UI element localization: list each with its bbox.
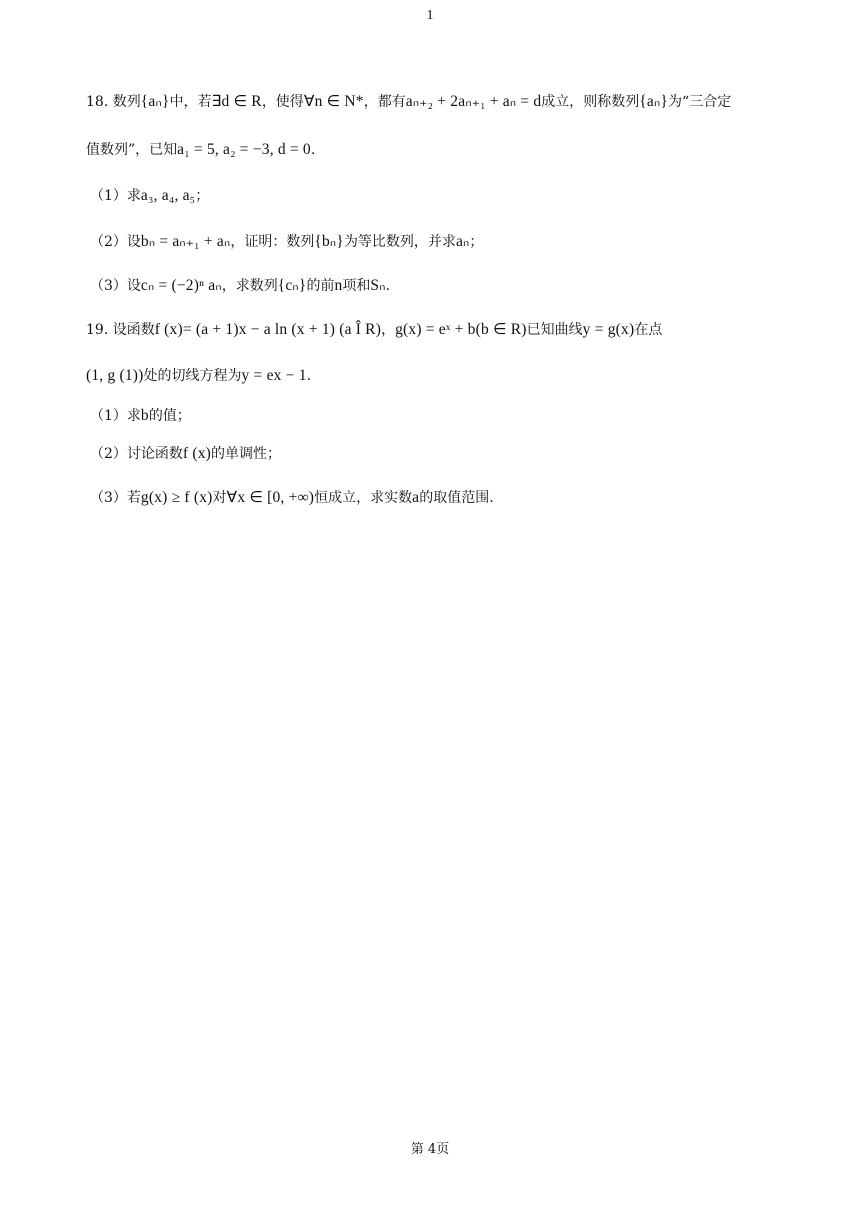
part-text: 为等比数列，并求 xyxy=(343,234,456,250)
q18-text: 值数列”，已知 xyxy=(86,142,178,158)
page-footer: 第 4页 xyxy=(410,1142,450,1157)
part-label: （3）若 xyxy=(90,490,141,506)
q19-text: 已知曲线 xyxy=(526,322,583,338)
q19-domain: ∀x ∈ [0, +∞) xyxy=(226,489,315,506)
part-label: （1）求 xyxy=(90,408,141,424)
question-18-line-2 xyxy=(86,138,315,162)
question-18-line-1 xyxy=(86,90,731,114)
q18-text: 成立，则称数列 xyxy=(541,94,640,110)
q18-bn-def: bₙ = aₙ₊₁ + aₙ xyxy=(140,233,231,250)
q19-point: (1, g (1)) xyxy=(86,367,144,384)
q18-forall-n: ∀n ∈ N* xyxy=(303,93,364,110)
question-18-part-2 xyxy=(90,230,483,254)
q19-g-def: g(x) = eˣ + b(b ∈ R) xyxy=(395,321,527,338)
part-label: （2）设 xyxy=(90,234,141,250)
q18-cn-def: cₙ = (−2)ⁿ aₙ xyxy=(140,277,222,294)
part-text: ，求数列 xyxy=(221,278,278,294)
q18-an: aₙ xyxy=(455,233,470,250)
q19-text: 在点 xyxy=(634,322,663,338)
q19-fx: f (x) xyxy=(182,445,212,462)
part-text: ； xyxy=(469,234,484,250)
q19-f-def: f (x)= (a + 1)x − a ln (x + 1) (a Î R) xyxy=(154,321,382,338)
part-text: 的前 xyxy=(306,278,335,294)
q18-sequence-a: {aₙ} xyxy=(639,93,669,110)
part-text: . xyxy=(385,278,391,294)
q18-text: 为“三合定 xyxy=(668,94,732,110)
question-19-part-1 xyxy=(90,404,191,428)
q19-text: . xyxy=(306,368,312,384)
q18-recurrence: aₙ₊₂ + 2aₙ₊₁ + aₙ = d xyxy=(405,93,542,110)
part-text: 的值； xyxy=(148,408,191,424)
q18-n: n xyxy=(334,277,343,294)
q18-sn: Sₙ xyxy=(370,277,386,294)
part-text: 项和 xyxy=(342,278,371,294)
part-text: 的取值范围. xyxy=(419,490,494,506)
part-text: ； xyxy=(195,188,210,204)
q18-text: . xyxy=(310,142,316,158)
q18-exists-d: ∃d ∈ R xyxy=(211,93,262,110)
part-text: 的单调性； xyxy=(211,446,282,462)
q18-initial-values: a₁ = 5, a₂ = −3, d = 0 xyxy=(177,141,311,158)
q18-sequence-b: {bₙ} xyxy=(314,233,344,250)
q18-sequence-c: {cₙ} xyxy=(277,277,307,294)
part-text: 恒成立，求实数 xyxy=(314,490,413,506)
question-18-part-3 xyxy=(90,274,390,298)
q19-inequality: g(x) ≥ f (x) xyxy=(140,489,213,506)
q19-tangent: y = ex − 1 xyxy=(241,367,307,384)
q18-a3-a4-a5: a₃, a₄, a₅ xyxy=(140,187,196,204)
q18-text: ，都有 xyxy=(363,94,406,110)
q19-prefix: 19. 设函数 xyxy=(86,322,155,338)
question-19-line-2 xyxy=(86,364,311,388)
page-number: 1 xyxy=(426,8,434,23)
q18-sequence-a: {aₙ} xyxy=(140,93,170,110)
q18-text: 中，若 xyxy=(169,94,212,110)
part-text: ，证明：数列 xyxy=(230,234,315,250)
question-19-line-1 xyxy=(86,318,662,342)
part-label: （2）讨论函数 xyxy=(90,446,183,462)
q19-text: ， xyxy=(381,322,396,338)
question-18-part-1 xyxy=(90,184,209,208)
q19-text: 处的切线方程为 xyxy=(143,368,242,384)
q19-a: a xyxy=(412,489,420,506)
part-text: 对 xyxy=(212,490,227,506)
q18-text: ，使得 xyxy=(261,94,304,110)
question-19-part-2 xyxy=(90,442,281,466)
question-19-part-3 xyxy=(90,486,494,510)
q18-prefix: 18. 数列 xyxy=(86,94,141,110)
q19-b: b xyxy=(140,407,149,424)
part-label: （3）设 xyxy=(90,278,141,294)
q19-curve: y = g(x) xyxy=(582,321,635,338)
part-label: （1）求 xyxy=(90,188,141,204)
